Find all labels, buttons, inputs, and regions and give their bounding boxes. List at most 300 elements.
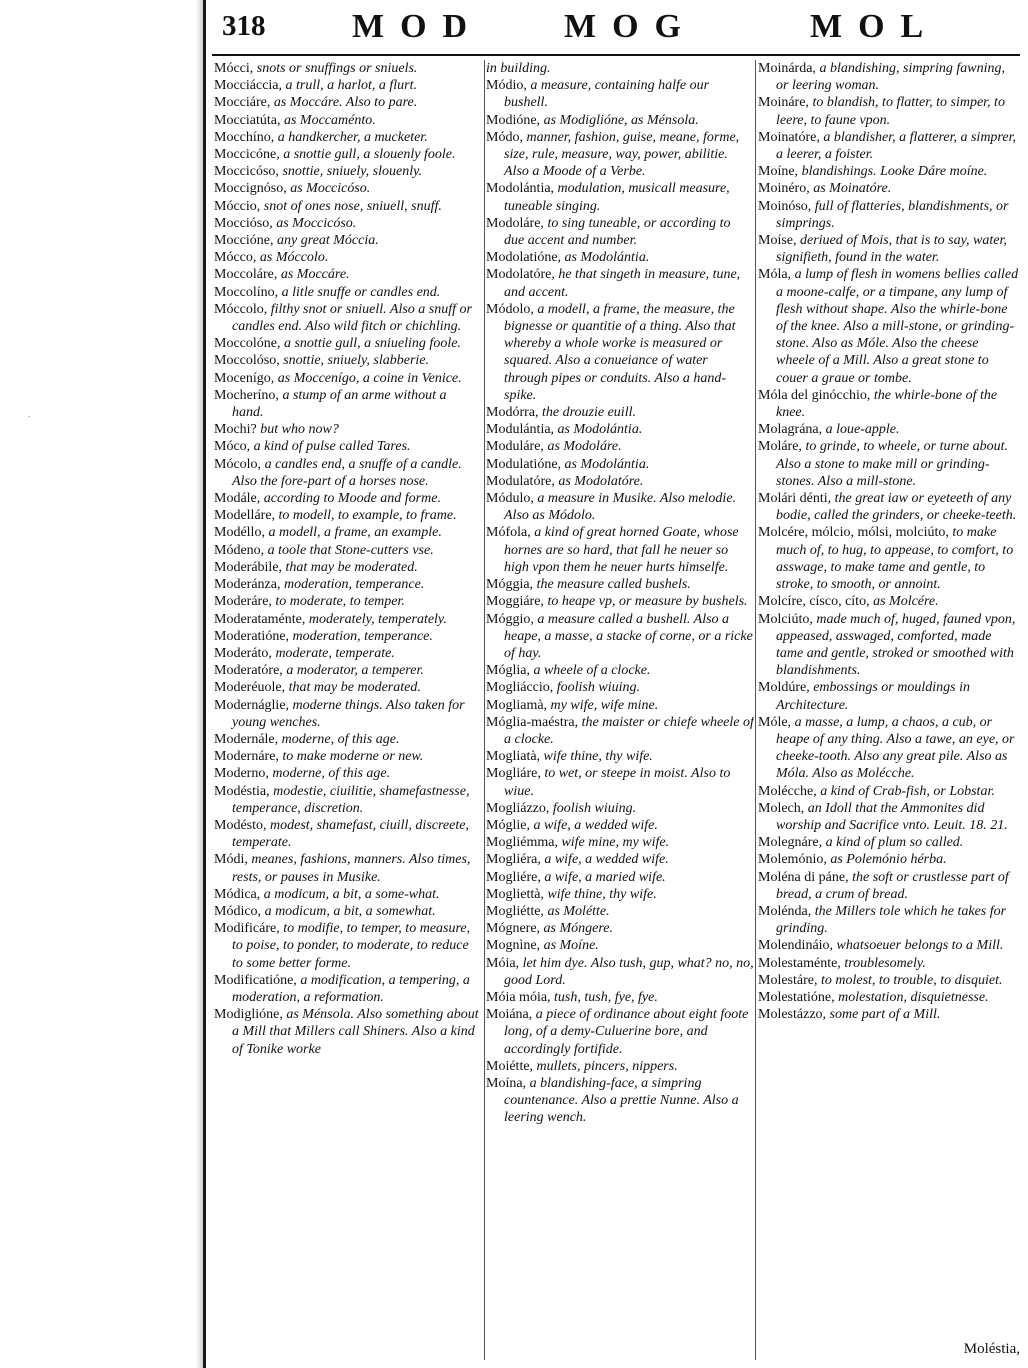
dictionary-entry (758, 1006, 1020, 1023)
entry-headword: Modelláre, (214, 508, 276, 524)
entry-definition: wife thine, thy wife. (547, 886, 657, 902)
dictionary-entry (486, 112, 754, 129)
dictionary-entry (214, 662, 480, 679)
dictionary-entry (486, 869, 754, 886)
entry-definition: snots or snuffings or sniuels. (256, 61, 418, 76)
entry-headword: Moína, (486, 1075, 527, 1091)
entry-headword: Modernále, (214, 731, 279, 747)
dictionary-entry (758, 180, 1020, 197)
dictionary-entry (486, 490, 754, 524)
entry-headword: Moderatióne, (214, 628, 290, 644)
entry-headword: Modoláre, (486, 215, 544, 231)
dictionary-entry (214, 731, 480, 748)
entry-headword: Modolatióne, (486, 250, 562, 266)
dictionary-entry (214, 593, 480, 610)
entry-definition: snottie, sniuely, slabberie. (283, 353, 430, 369)
page-gutter-shadow (196, 0, 203, 1368)
entry-definition: in building. (486, 61, 551, 76)
entry-definition: to heape vp, or measure by bushels. (547, 594, 748, 610)
dictionary-entry (486, 937, 754, 954)
head-word-center: MOG (564, 8, 697, 45)
entry-definition: according to Moode and forme. (263, 491, 441, 507)
dictionary-entry (214, 576, 480, 593)
dictionary-entry (214, 490, 480, 507)
entry-definition: moderately, temperately. (308, 611, 447, 627)
entry-headword: Moccolóso, (214, 353, 280, 369)
dictionary-entry (758, 94, 1020, 128)
dictionary-entry (214, 542, 480, 559)
entry-headword: Moíse, (758, 233, 797, 249)
dictionary-entry (486, 215, 754, 249)
dictionary-entry (486, 611, 754, 663)
dictionary-entry (486, 679, 754, 696)
entry-definition: the measure called bushels. (536, 577, 691, 593)
entry-headword: Mocciáre, (214, 95, 271, 111)
entry-definition: a toole that Stone-cutters vse. (267, 542, 434, 558)
dictionary-entry (758, 989, 1020, 1006)
dictionary-entry (214, 146, 480, 163)
entry-headword: Molestaménte, (758, 955, 841, 971)
entry-definition: a lump of flesh in womens bellies called a moone-calfe, or a timpane, any lump of flesh without shape. Also the whirle-bone of the knee. Also a mill-stone, or grinding-stone. Also as Móle. Also the cheese wheele of a Mill. Also a great stone to couer a graue or tombe. (776, 267, 1019, 386)
entry-headword: Molciúto, (758, 611, 813, 627)
dictionary-entry (214, 129, 480, 146)
entry-headword: Mogliétte, (486, 903, 544, 919)
entry-definition: molestation, disquietnesse. (838, 989, 989, 1005)
dictionary-entry (758, 438, 1020, 490)
entry-definition: as Moccicóso. (290, 181, 371, 197)
entry-definition: as Modolántia. (564, 250, 650, 266)
entry-definition: as Moccáre. (280, 267, 350, 283)
entry-headword: Modórra, (486, 405, 539, 421)
dictionary-entry (758, 232, 1020, 266)
entry-definition: troublesomely. (844, 955, 926, 971)
dictionary-entry (758, 421, 1020, 438)
entry-definition: a piece of ordinance about eight foote long, of a demy-Culuerine bore, and accordingly fortifide. (504, 1007, 749, 1057)
entry-definition: a wife, a wedded wife. (533, 817, 658, 833)
entry-definition: wife thine, thy wife. (543, 749, 653, 765)
dictionary-entry (758, 783, 1020, 800)
entry-headword: Molári dénti, (758, 491, 832, 507)
entry-headword: Mogliémma, (486, 835, 558, 851)
dictionary-entry (486, 129, 754, 181)
entry-definition: as Moccáre. Also to pare. (273, 95, 418, 111)
dictionary-entry (486, 903, 754, 920)
entry-definition: to sing tuneable, or according to due accent and number. (504, 215, 731, 249)
entry-headword: Modernáre, (214, 749, 279, 765)
dictionary-entry (214, 77, 480, 94)
dictionary-entry (214, 215, 480, 232)
dictionary-entry (214, 765, 480, 782)
dictionary-entry (486, 1006, 754, 1058)
dictionary-entry (486, 800, 754, 817)
entry-headword: Móccolo, (214, 301, 268, 317)
dictionary-entry (758, 800, 1020, 834)
dictionary-entry (758, 972, 1020, 989)
entry-definition: a candles end, a snuffe of a candle. Also the fore-part of a horses nose. (232, 456, 462, 489)
entry-definition: a kind of plum so called. (825, 835, 964, 851)
dictionary-entry (214, 60, 480, 77)
entry-definition: to blandish, to flatter, to simper, to leere, to faune vpon. (776, 95, 1005, 128)
dictionary-entry (214, 232, 480, 249)
entry-headword: Móglia, (486, 663, 530, 679)
entry-definition: the whirle-bone of the knee. (776, 387, 998, 421)
entry-definition: the great iaw or eyeteeth of any bodie, called the grinders, or cheeke-teeth. (776, 491, 1017, 524)
entry-headword: Móglie, (486, 817, 530, 833)
entry-headword: Molécche, (758, 783, 817, 799)
entry-headword: Moíne, (758, 164, 799, 180)
entry-definition: a modicum, a bit, a somewhat. (264, 903, 436, 919)
dictionary-entry (758, 266, 1020, 386)
entry-definition: the Millers tole which he takes for grinding. (776, 903, 1007, 937)
entry-headword: Mogliamà, (486, 697, 548, 713)
entry-definition: to make moderne or new. (282, 749, 424, 765)
dictionary-entry (214, 421, 480, 438)
page-edge-line (203, 0, 206, 1368)
entry-headword: Mognìne, (486, 938, 541, 954)
entry-headword: Moderábile, (214, 559, 283, 575)
entry-definition: moderne, of this age. (272, 766, 391, 782)
entry-definition: a modification, a tempering, a moderation, a reformation. (232, 972, 470, 1005)
entry-definition: that may be moderated. (285, 559, 418, 575)
dictionary-entry (758, 129, 1020, 163)
entry-definition: as Molcére. (873, 594, 939, 610)
entry-definition: tush, tush, fye, fye. (554, 989, 658, 1005)
entry-definition: modestie, ciuilitie, shamefastnesse, temperance, discretion. (232, 783, 470, 816)
entry-definition: to grinde, to wheele, or turne about. Also a stone to make mill or grinding-stones. Also a mill-stone. (776, 439, 1009, 489)
dictionary-entry (758, 903, 1020, 937)
entry-headword: Móia móia, (486, 989, 551, 1005)
entry-headword: Modificatióne, (214, 972, 297, 988)
entry-headword: Moinéro, (758, 181, 810, 197)
entry-definition: whatsoeuer belongs to a Mill. (836, 938, 1004, 954)
entry-headword: Mócolo, (214, 456, 262, 472)
entry-definition: as Modolántia. (564, 456, 650, 472)
entry-definition: a kind of great horned Goate, whose hornes are so hard, that fall he neuer so high vpon them he neuer hurts himselfe. (504, 525, 739, 575)
dictionary-entry (214, 628, 480, 645)
entry-headword: Mocciatúta, (214, 112, 281, 128)
dictionary-entry (214, 163, 480, 180)
entry-definition: a modell, a frame, the measure, the bignesse or quantitie of a thing. Also that whereby a whole worke is measured or squared. Also a conueiance of water through pipes or conduits. Also a hand-spike. (504, 301, 736, 403)
entry-headword: Molestáre, (758, 972, 818, 988)
entry-definition: as Moccaménto. (283, 112, 376, 128)
entry-definition: as Moíne. (543, 938, 599, 954)
entry-definition: deriued of Mois, that is to say, water, signifieth, found in the water. (776, 233, 1007, 266)
entry-definition: filthy snot or sniuell. Also a snuff or candles end. Also wild fitch or chichling. (232, 301, 472, 335)
entry-definition: as Modolántia. (557, 422, 643, 438)
entry-headword: Moccicóso, (214, 164, 279, 180)
dictionary-entry (486, 851, 754, 868)
dictionary-entry (486, 456, 754, 473)
dictionary-entry (214, 972, 480, 1006)
entry-headword: Moccolíno, (214, 284, 279, 300)
entry-headword: Moccióne, (214, 233, 274, 249)
entry-definition: mullets, pincers, nippers. (536, 1058, 678, 1074)
entry-definition: a masse, a lump, a chaos, a cub, or heape of any thing. Also a tawe, an eye, or cheeke-tooth. Also any great pile. Also as Móla. Also as Molécche. (776, 714, 1015, 782)
entry-definition: as Molétte. (547, 903, 610, 919)
entry-definition: a handkercher, a mucketer. (277, 129, 428, 145)
entry-definition: a modell, a frame, an example. (268, 525, 442, 541)
dictionary-entry (758, 387, 1020, 421)
entry-headword: Modiglióne, (214, 1007, 283, 1023)
entry-definition: to wet, or steepe in moist. Also to wiue. (504, 766, 731, 799)
entry-headword: Moccolóne, (214, 336, 281, 352)
entry-definition: a wife, a wedded wife. (544, 852, 669, 868)
column-left (214, 60, 480, 1360)
entry-definition: a measure called a bushell. Also a heape, a masse, a stacke of corne, or a ricke of hay. (504, 611, 753, 661)
entry-definition: he that singeth in measure, tune, and accent. (504, 267, 741, 300)
entry-definition: a moderator, a temperer. (286, 663, 424, 679)
entry-definition: as Móccolo. (259, 250, 329, 266)
dictionary-entry (486, 748, 754, 765)
entry-definition: to modifie, to temper, to measure, to poise, to ponder, to moderate, to reduce to some better forme. (232, 921, 471, 971)
entry-headword: Molestatióne, (758, 989, 835, 1005)
entry-headword: Modéstia, (214, 783, 270, 799)
entry-headword: Modulántia, (486, 422, 555, 438)
entry-definition: as Polemónio hérba. (830, 852, 947, 868)
entry-definition: that may be moderated. (288, 680, 421, 696)
entry-headword: Moléna di páne, (758, 869, 849, 885)
entry-headword: Módica, (214, 886, 261, 902)
dictionary-entry (214, 352, 480, 369)
entry-definition: a blandishing-face, a simpring countenance. Also a prettie Nunne. Also a leering wench. (504, 1075, 739, 1126)
dictionary-entry (214, 645, 480, 662)
head-word-right: MOL (810, 8, 940, 45)
entry-headword: Moinatóre, (758, 129, 820, 145)
entry-definition: moderne, of this age. (281, 731, 400, 747)
column-divider (484, 60, 485, 1360)
entry-headword: Moderáto, (214, 645, 272, 661)
dictionary-entry (486, 249, 754, 266)
entry-definition: to molest, to trouble, to disquiet. (820, 972, 1003, 988)
entry-headword: Modolántia, (486, 181, 555, 197)
entry-headword: Móla del ginócchio, (758, 387, 871, 403)
entry-definition: as Móngere. (543, 921, 614, 937)
dictionary-entry (214, 1006, 480, 1058)
entry-definition: as Moccicóso. (276, 215, 357, 231)
entry-headword: Moderéuole, (214, 680, 286, 696)
entry-definition: my wife, wife mine. (550, 697, 659, 713)
entry-headword: Moderatóre, (214, 663, 283, 679)
entry-definition: foolish wiuing. (556, 680, 640, 696)
entry-headword: Módio, (486, 78, 527, 94)
entry-headword: Molemónio, (758, 852, 827, 868)
entry-headword: Moccicóne, (214, 147, 280, 163)
dictionary-entry (214, 456, 480, 490)
entry-headword: Modésto, (214, 817, 267, 833)
entry-headword: Moccignóso, (214, 181, 287, 197)
entry-definition: moderation, temperance. (283, 577, 425, 593)
entry-definition: a measure in Musike. Also melodie. Also as Módolo. (504, 491, 737, 524)
dictionary-entry (758, 593, 1020, 610)
dictionary-entry (214, 94, 480, 111)
entry-headword: Modernáglie, (214, 697, 290, 713)
dictionary-entry (214, 284, 480, 301)
entry-definition: but who now? (260, 422, 339, 438)
entry-headword: Moderno, (214, 766, 269, 782)
dictionary-entry (214, 180, 480, 197)
entry-headword: Modolatóre, (486, 267, 555, 283)
entry-headword: Móle, (758, 714, 792, 730)
entry-headword: Mogliáccio, (486, 680, 554, 696)
entry-headword: Moduláre, (486, 439, 544, 455)
page-number: 318 (222, 10, 266, 42)
entry-headword: Moccoláre, (214, 267, 278, 283)
dictionary-entry (758, 611, 1020, 680)
dictionary-entry (214, 370, 480, 387)
entry-definition: modulation, musicall measure, tuneable singing. (504, 181, 730, 214)
entry-definition: modest, shamefast, ciuill, discreete, temperate. (232, 817, 469, 851)
entry-headword: Mogliettà, (486, 886, 544, 902)
entry-headword: Mogliére, (486, 869, 541, 885)
entry-headword: Mocciáccia, (214, 78, 283, 94)
dictionary-entry (486, 404, 754, 421)
dictionary-entry (486, 60, 754, 77)
entry-headword: Molagrána, (758, 422, 823, 438)
dictionary-entry (758, 851, 1020, 868)
dictionary-entry (758, 869, 1020, 903)
entry-definition: a measure, containing halfe our bushell. (504, 78, 710, 111)
entry-definition: snottie, sniuely, slouenly. (282, 164, 423, 180)
dictionary-entry (214, 438, 480, 455)
dictionary-entry (214, 387, 480, 421)
entry-definition: as Ménsola. Also something about a Mill that Millers call Shiners. Also a kind of Tonike worke (232, 1007, 479, 1057)
entry-definition: as Modoláre. (547, 439, 622, 455)
dictionary-entry (214, 783, 480, 817)
dictionary-entry (486, 697, 754, 714)
entry-definition: a blandishing, simpring fawning, or leering woman. (776, 61, 1005, 94)
dictionary-entry (486, 524, 754, 576)
entry-definition: moderne things. Also taken for young wenches. (232, 697, 465, 730)
dictionary-entry (486, 438, 754, 455)
entry-definition: a trull, a harlot, a flurt. (285, 78, 417, 94)
dictionary-entry (486, 77, 754, 111)
dictionary-entry (486, 955, 754, 989)
entry-headword: Molegnáre, (758, 835, 823, 851)
entry-definition: foolish wiuing. (552, 800, 637, 816)
column-divider (755, 60, 756, 1360)
entry-headword: Mocenígo, (214, 370, 275, 386)
entry-definition: a litle snuffe or candles end. (281, 284, 441, 300)
dictionary-entry (758, 198, 1020, 232)
entry-headword: Moiétte, (486, 1058, 534, 1074)
catchword: Moléstia, (963, 1341, 1020, 1357)
dictionary-entry (214, 697, 480, 731)
entry-definition: a kind of Crab-fish, or Lobstar. (820, 783, 995, 799)
dictionary-entry (758, 60, 1020, 94)
entry-headword: Mogliatà, (486, 749, 541, 765)
entry-headword: Móia, (486, 955, 520, 971)
entry-definition: as Moccenígo, a coine in Venice. (277, 370, 462, 386)
entry-headword: Molendináio, (758, 938, 834, 954)
entry-definition: a snottie gull, a sniueling foole. (283, 336, 461, 352)
dictionary-entry (486, 473, 754, 490)
dictionary-entry (758, 937, 1020, 954)
entry-definition: a snottie gull, a slouenly foole. (283, 147, 456, 163)
entry-headword: Moldúre, (758, 680, 810, 696)
entry-definition: let him dye. Also tush, gup, what? no, no, good Lord. (504, 955, 754, 988)
dictionary-entry (486, 1075, 754, 1127)
entry-definition: snot of ones nose, sniuell, snuff. (263, 198, 442, 214)
entry-definition: the soft or crustlesse part of bread, a crum of bread. (776, 869, 1009, 902)
dictionary-entry (486, 989, 754, 1006)
entry-definition: wife mine, my wife. (561, 835, 670, 851)
column-middle (486, 60, 754, 1360)
dictionary-entry (758, 679, 1020, 713)
entry-definition: moderate, temperate. (275, 645, 395, 661)
entry-definition: a modicum, a bit, a some-what. (263, 886, 440, 902)
entry-definition: a wife, a maried wife. (544, 869, 666, 885)
dictionary-entry (486, 920, 754, 937)
entry-headword: Moléndа, (758, 903, 812, 919)
entry-definition: moderation, temperance. (292, 628, 433, 644)
entry-headword: Mógnere, (486, 921, 541, 937)
dictionary-entry (214, 507, 480, 524)
dictionary-entry (214, 266, 480, 283)
entry-definition: to make much of, to hug, to appease, to comfort, to asswage, to make tame and gentle, to stroke, to smooth, or annoint. (776, 525, 1014, 593)
entry-headword: Molestázzo, (758, 1007, 827, 1023)
entry-definition: embossings or mouldings in Architecture. (776, 680, 970, 713)
entry-definition: as Modiglióne, as Ménsola. (543, 112, 699, 128)
entry-headword: Moderataménte, (214, 611, 306, 627)
entry-headword: Moggiáre, (486, 594, 544, 610)
entry-headword: Moináre, (758, 95, 809, 111)
entry-definition: as Modolatóre. (558, 473, 644, 489)
entry-headword: Moccióso, (214, 215, 273, 231)
entry-headword: Moinóso, (758, 198, 812, 214)
entry-headword: Módolo, (486, 301, 534, 317)
entry-headword: Módo, (486, 129, 523, 145)
dictionary-entry (214, 112, 480, 129)
entry-definition: a loue-apple. (825, 422, 900, 438)
margin-mark: - (28, 412, 31, 421)
dictionary-entry (486, 593, 754, 610)
entry-definition: any great Móccia. (276, 233, 379, 249)
entry-definition: the maister or chiefe wheele of a clocke. (504, 714, 754, 747)
dictionary-entry (758, 834, 1020, 851)
entry-definition: made much of, huged, fauned vpon, appeased, asswaged, comforted, made tame and gentle, stroked or smoothed with blandishments. (776, 611, 1016, 679)
dictionary-entry (214, 679, 480, 696)
entry-headword: Mócco, (214, 250, 257, 266)
dictionary-entry (758, 163, 1020, 180)
entry-headword: Moláre, (758, 439, 802, 455)
entry-headword: Módi, (214, 852, 248, 868)
dictionary-entry (214, 817, 480, 851)
entry-headword: Módeno, (214, 542, 265, 558)
header-rule (212, 54, 1020, 56)
entry-headword: Modificáre, (214, 921, 280, 937)
entry-headword: Mogliázzo, (486, 800, 550, 816)
dictionary-entry (758, 490, 1020, 524)
entry-headword: Móggio, (486, 611, 534, 627)
entry-headword: Molech, (758, 800, 805, 816)
dictionary-entry (486, 301, 754, 404)
dictionary-entry (486, 662, 754, 679)
dictionary-entry (486, 1058, 754, 1075)
entry-definition: an Idoll that the Ammonites did worship and Sacrifice vnto. Leuit. 18. 21. (776, 800, 1008, 833)
entry-headword: Mochi? (214, 422, 257, 438)
dictionary-entry (486, 576, 754, 593)
entry-definition: the drouzie euill. (542, 405, 636, 421)
entry-headword: Móccio, (214, 198, 261, 214)
entry-definition: as Moinatóre. (813, 181, 892, 197)
dictionary-entry (486, 886, 754, 903)
dictionary-entry (758, 714, 1020, 783)
page-header (212, 6, 1022, 52)
entry-definition: a kind of pulse called Tares. (253, 439, 411, 455)
dictionary-entry (214, 524, 480, 541)
entry-definition: meanes, fashions, manners. Also times, rests, or pauses in Musike. (232, 852, 471, 885)
dictionary-entry (214, 851, 480, 885)
